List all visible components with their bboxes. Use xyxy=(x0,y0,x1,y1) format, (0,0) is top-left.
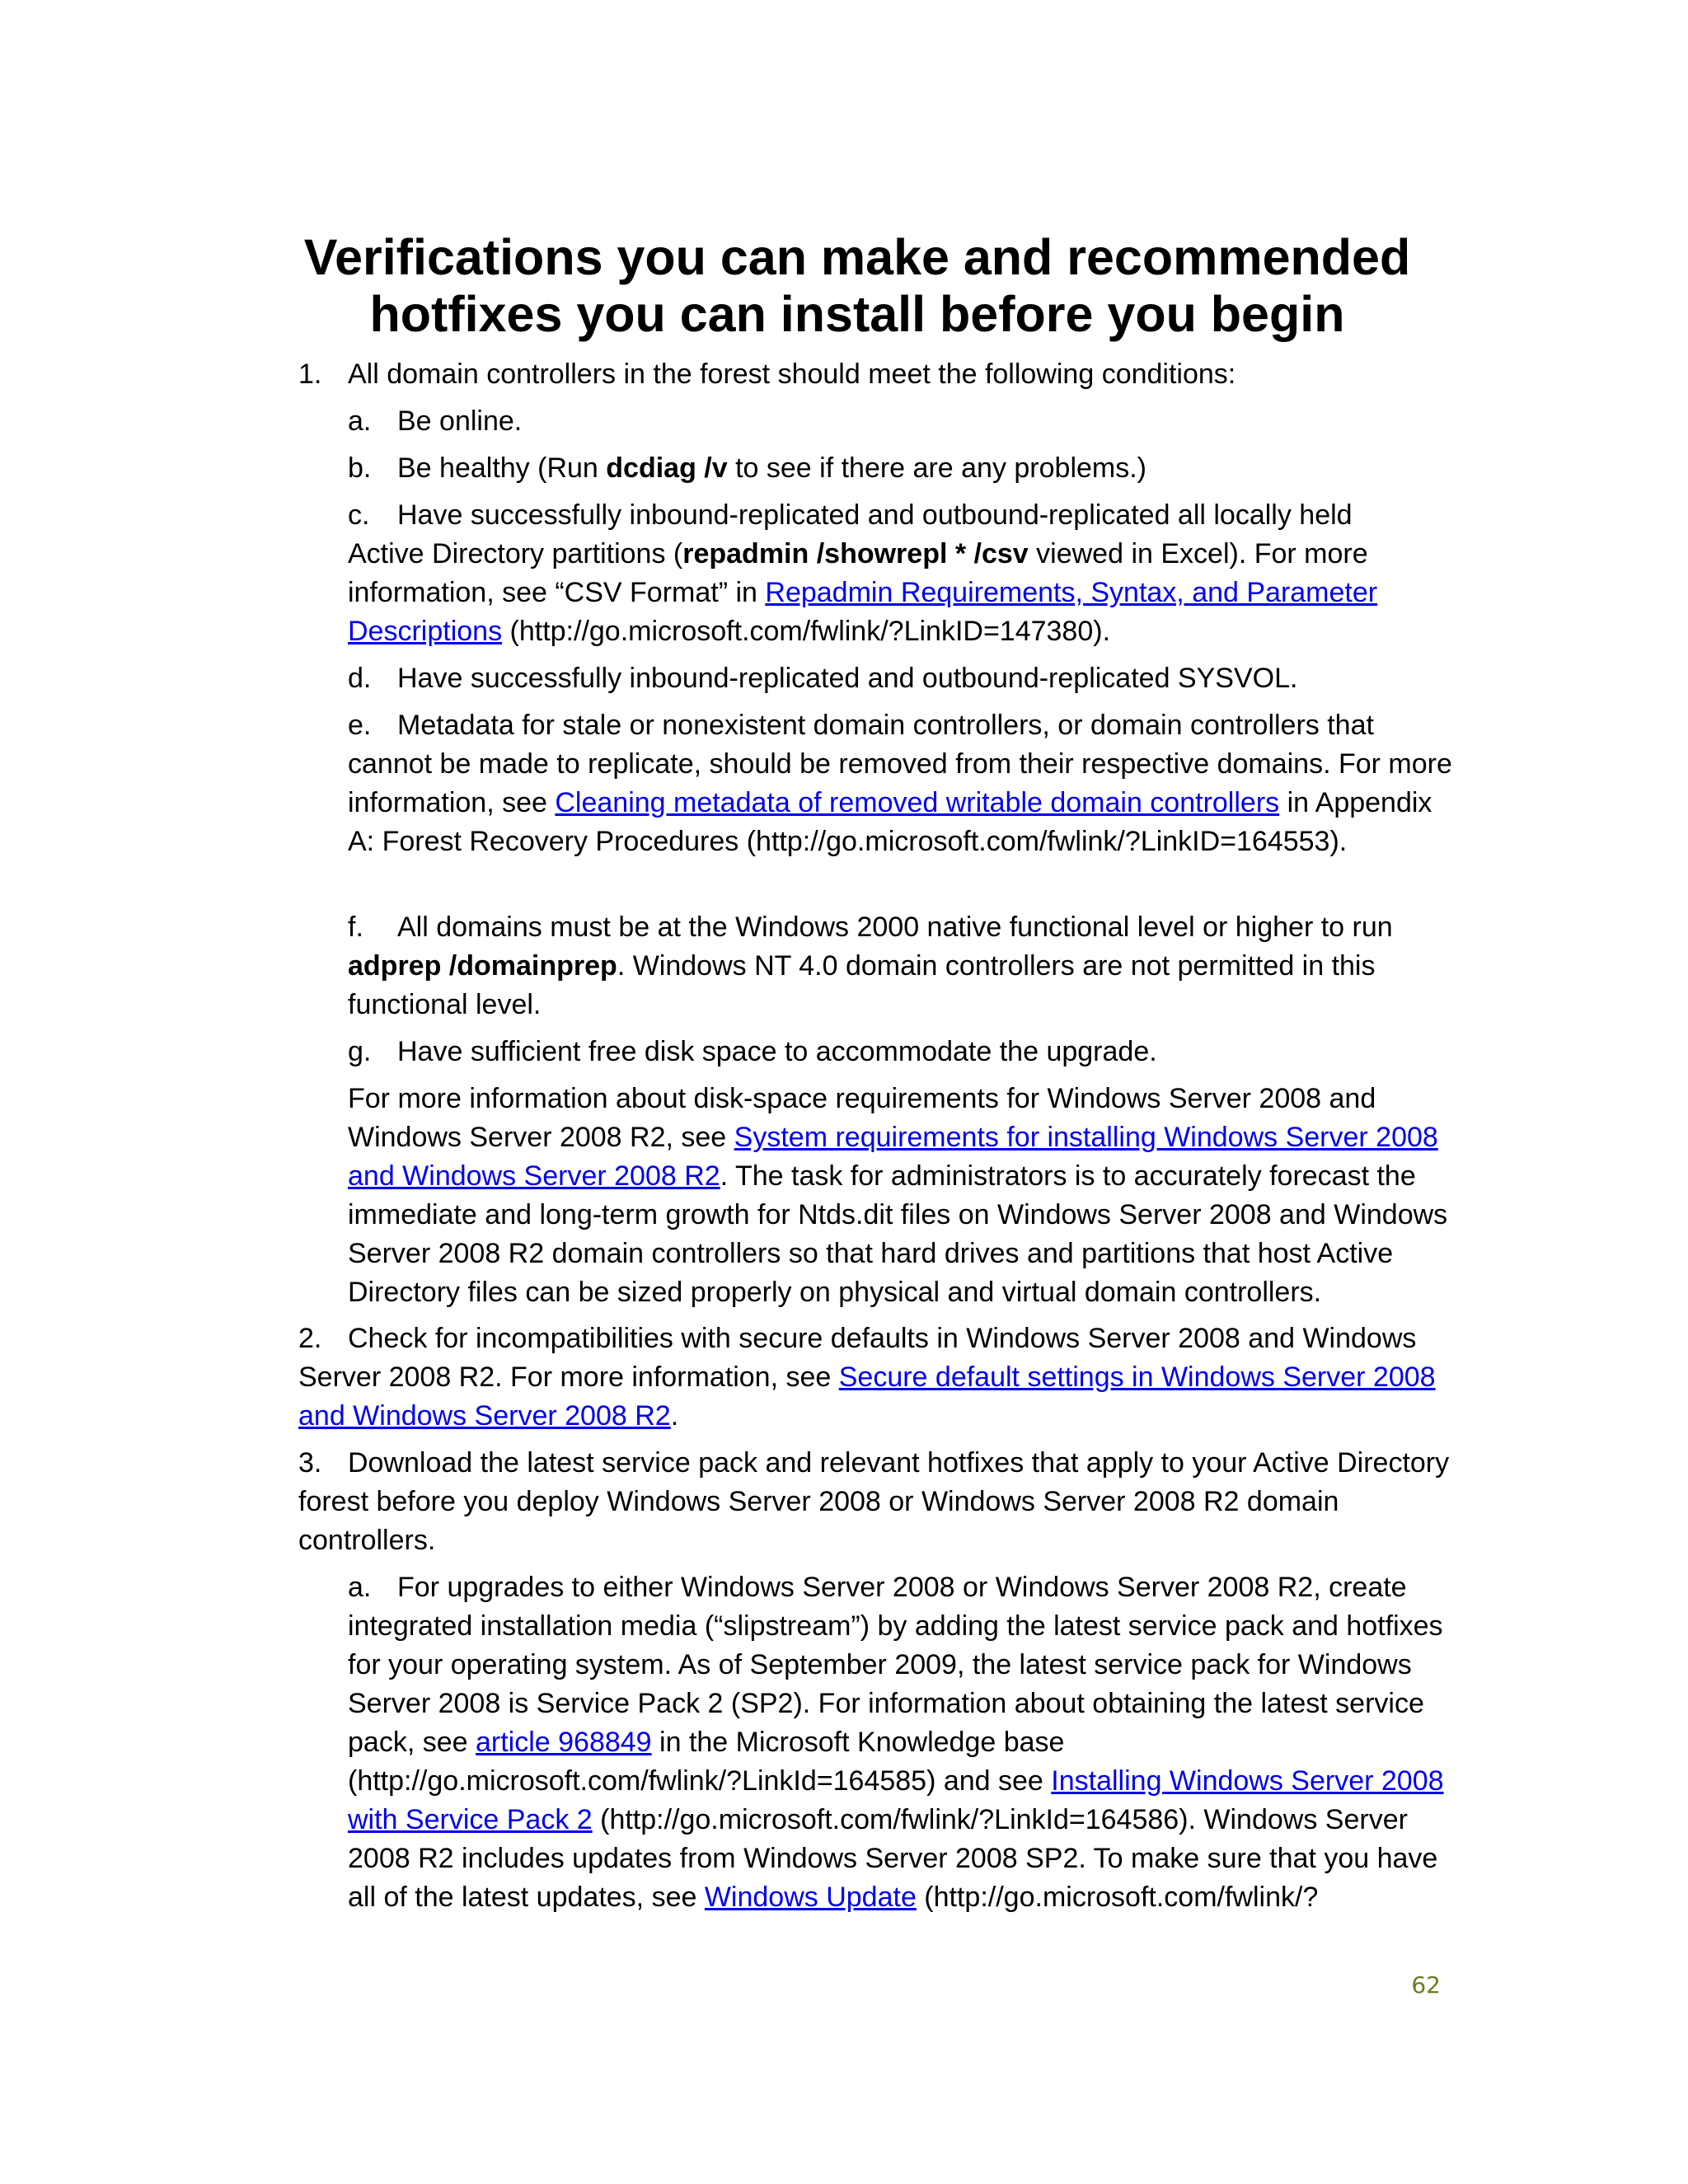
list-item-text: Be online. xyxy=(397,405,523,437)
text-segment: Active Directory partitions ( xyxy=(348,538,683,569)
list-marker: e. xyxy=(348,710,372,741)
command-text: dcdiag /v xyxy=(606,452,728,484)
disk-space-paragraph xyxy=(348,1080,1452,1312)
sub-item-f xyxy=(348,908,1452,1024)
list-marker: a. xyxy=(348,1572,372,1603)
windows-update-link[interactable]: Windows Update xyxy=(704,1882,917,1913)
cleaning-metadata-link[interactable]: Cleaning metadata of removed writable domain controllers xyxy=(555,787,1280,818)
text-segment: to see if there are any problems.) xyxy=(727,452,1146,484)
title-line-1: Verifications you can make and recommended xyxy=(303,229,1411,285)
list-item-text: Download the latest service pack and relevant hotfixes that apply to your Active Directory forest before you deploy Windows Server 2008 or Windows Server 2008 R2 domain controllers. xyxy=(298,1447,1450,1556)
text-segment: . The task for administrators is to accurately forecast the immediate and long-term growth for Ntds.dit files on Windows Server 2008 and Windows Server 2008 R2 domain controllers so that hard drives and partitions that host Active Directory files can be sized properly on physical and virtual domain controllers. xyxy=(348,1160,1448,1308)
secure-default-settings-link[interactable]: Secure default settings in Windows Server 2008 and Windows Server 2008 R2 xyxy=(298,1361,1436,1432)
text-segment: (http://go.microsoft.com/fwlink/? xyxy=(916,1882,1319,1913)
list-item-2 xyxy=(298,1319,1452,1436)
text-segment: For more information about disk-space requirements for Windows Server 2008 and Windows Server 2008 R2, see xyxy=(348,1083,1376,1153)
text-segment: viewed in Excel). For more information, see “CSV Format” in xyxy=(348,538,1368,608)
sub-item-b xyxy=(348,449,1452,488)
text-segment: For upgrades to either Windows Server 2008 or Windows Server 2008 R2, create integrated installation media (“slipstream”) by adding the latest service pack and hotfixes for your operating system. As of September 2009, the latest service pack for Windows Server 2008 is Service Pack 2 (SP2). For information about obtaining the latest service pack, see xyxy=(348,1572,1443,1758)
text-segment: (http://go.microsoft.com/fwlink/?LinkID=147380). xyxy=(502,616,1111,647)
text-segment: Metadata for stale or nonexistent domain controllers, or domain controllers that cannot be made to replicate, should be removed from their respective domains. For more information, see xyxy=(348,710,1452,818)
text-segment: Check for incompatibilities with secure defaults in Windows Server 2008 and Windows Server 2008 R2. For more information, see xyxy=(298,1323,1417,1393)
system-requirements-link[interactable]: System requirements for installing Windows Server 2008 and Windows Server 2008 R2 xyxy=(348,1122,1438,1192)
list-marker: 1. xyxy=(298,359,322,390)
page-number: 62 xyxy=(1411,1971,1441,1999)
sub-item-d xyxy=(348,659,1452,698)
list-item-1 xyxy=(298,355,1452,394)
list-item-text: Have successfully inbound-replicated and outbound-replicated SYSVOL. xyxy=(397,663,1298,694)
list-item-text: All domain controllers in the forest should meet the following conditions: xyxy=(348,359,1236,390)
sub-item-c xyxy=(348,496,1452,651)
list-marker: b. xyxy=(348,452,372,484)
text-segment: . xyxy=(670,1400,679,1432)
text-segment: in Appendix A: Forest Recovery Procedures (http://go.microsoft.com/fwlink/?LinkID=164553). xyxy=(348,787,1432,857)
list-marker: g. xyxy=(348,1036,372,1067)
article-968849-link[interactable]: article 968849 xyxy=(475,1727,652,1758)
text-segment: in the Microsoft Knowledge base (http://go.microsoft.com/fwlink/?LinkId=164585) and see xyxy=(348,1727,1065,1797)
sub-item-3a xyxy=(348,1568,1452,1917)
page-title xyxy=(206,229,1508,343)
list-marker: f. xyxy=(348,912,363,943)
list-marker: 2. xyxy=(298,1323,322,1354)
sub-item-a xyxy=(348,402,1452,441)
list-marker: a. xyxy=(348,405,372,437)
text-segment: Have successfully inbound-replicated and outbound-replicated all locally held xyxy=(397,499,1353,531)
command-text: adprep /domainprep xyxy=(348,950,617,982)
text-segment: Be healthy (Run xyxy=(397,452,607,484)
list-marker: 3. xyxy=(298,1447,322,1479)
list-item-text: Have sufficient free disk space to accommodate the upgrade. xyxy=(397,1036,1157,1067)
text-segment: All domains must be at the Windows 2000 native functional level or higher to run xyxy=(397,912,1393,943)
text-segment: (http://go.microsoft.com/fwlink/?LinkId=164586). Windows Server 2008 R2 includes updates from Windows Server 2008 SP2. To make sure that you have all of the latest updates, see xyxy=(348,1804,1438,1913)
sub-item-e xyxy=(348,706,1452,861)
sub-item-g xyxy=(348,1033,1452,1071)
command-text: repadmin /showrepl * /csv xyxy=(682,538,1029,569)
repadmin-requirements-link[interactable]: Repadmin Requirements, Syntax, and Parameter Descriptions xyxy=(348,577,1378,647)
title-line-2: hotfixes you can install before you begin xyxy=(369,286,1345,342)
list-marker: c. xyxy=(348,499,370,531)
list-item-3 xyxy=(298,1444,1452,1560)
text-segment: . Windows NT 4.0 domain controllers are not permitted in this functional level. xyxy=(348,950,1376,1020)
list-marker: d. xyxy=(348,663,372,694)
installing-ws2008-sp2-link[interactable]: Installing Windows Server 2008 with Service Pack 2 xyxy=(348,1765,1444,1835)
